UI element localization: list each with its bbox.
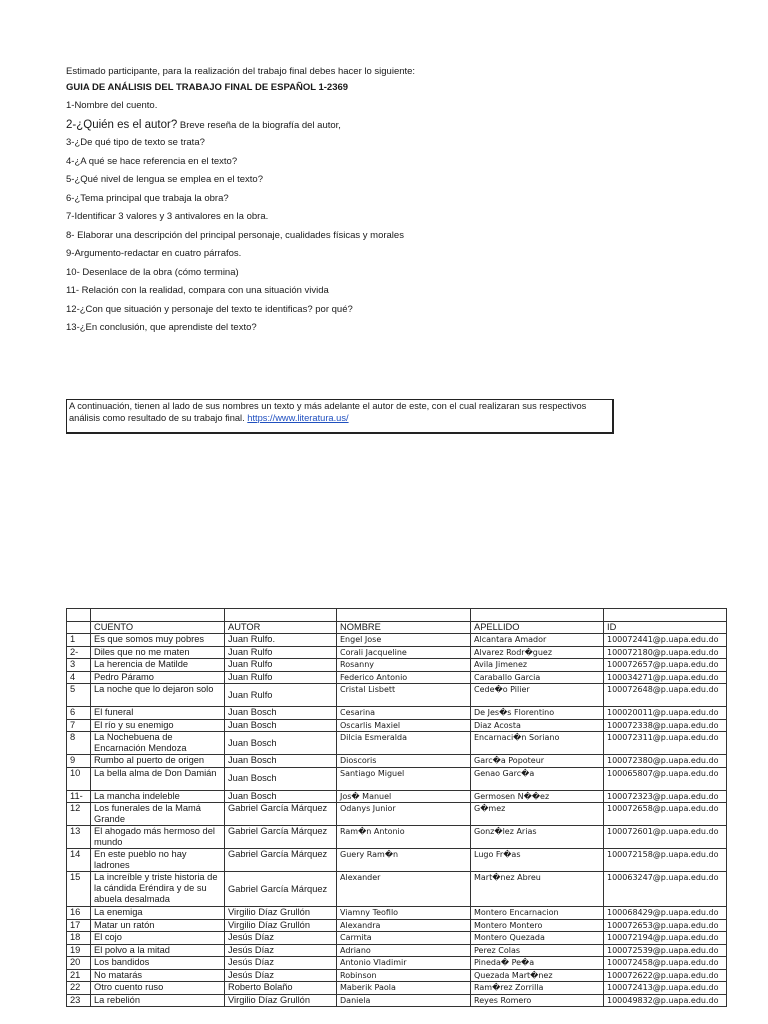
instruction-item: 9-Argumento-redactar en cuatro párrafos. — [66, 248, 242, 259]
id-cell: 100072648@p.uapa.edu.do — [604, 684, 727, 707]
row-number: 2- — [67, 646, 91, 659]
row-number: 10 — [67, 767, 91, 790]
instruction-item: 10- Desenlace de la obra (cómo termina) — [66, 266, 239, 278]
apellido-cell: Montero Quezada — [471, 932, 604, 945]
id-cell: 100072653@p.uapa.edu.do — [604, 919, 727, 932]
autor-cell: Virgilio Díaz Grullón — [225, 907, 337, 920]
apellido-cell: Ram�rez Zorrilla — [471, 982, 604, 995]
row-number: 14 — [67, 849, 91, 872]
nombre-cell: Robinson — [337, 969, 471, 982]
autor-cell: Gabriel García Márquez — [225, 849, 337, 872]
nombre-cell: Dilcia Esmeralda — [337, 732, 471, 755]
row-number: 13 — [67, 826, 91, 849]
apellido-cell: Encarnaci�n Soriano — [471, 732, 604, 755]
apellido-cell: Pineda� Pe�a — [471, 957, 604, 970]
row-number: 21 — [67, 969, 91, 982]
autor-cell: Gabriel García Márquez — [225, 803, 337, 826]
instruction-item: 7-Identificar 3 valores y 3 antivalores en la obra. — [66, 211, 269, 222]
id-cell: 100072158@p.uapa.edu.do — [604, 849, 727, 872]
header-cell: APELLIDO — [471, 622, 604, 634]
apellido-cell: Alcantara Amador — [471, 634, 604, 647]
apellido-cell: Mart�nez Abreu — [471, 872, 604, 907]
table-row — [67, 790, 727, 803]
table-row — [67, 982, 727, 995]
apellido-cell: Montero Encarnacion — [471, 907, 604, 920]
instruction-item: 8- Elaborar una descripción del principal personaje, cualidades físicas y morales — [66, 229, 404, 241]
cuento-cell: La herencia de Matilde — [91, 659, 225, 672]
apellido-cell: Germosen N��ez — [471, 790, 604, 803]
apellido-cell: Perez Colas — [471, 944, 604, 957]
instruction-item: 6-¿Tema principal que trabaja la obra? — [66, 192, 229, 204]
row-number: 11- — [67, 790, 91, 803]
cuento-cell: La mancha indeleble — [91, 790, 225, 803]
apellido-cell: Montero Montero — [471, 919, 604, 932]
cuento-cell: Rumbo al puerto de origen — [91, 755, 225, 768]
id-cell: 100020011@p.uapa.edu.do — [604, 707, 727, 720]
apellido-cell: Genao Garc�a — [471, 767, 604, 790]
autor-cell: Virgilio Díaz Grullón — [225, 994, 337, 1007]
instruction-item-question: 2-¿Quién es el autor? — [66, 118, 178, 131]
nombre-cell: Ram�n Antonio — [337, 826, 471, 849]
nombre-cell: Viamny Teofilo — [337, 907, 471, 920]
autor-cell: Gabriel García Márquez — [225, 826, 337, 849]
table-row — [67, 719, 727, 732]
cuento-cell: En este pueblo no hay ladrones — [91, 849, 225, 872]
cuento-cell: La rebelión — [91, 994, 225, 1007]
table-row — [67, 634, 727, 647]
instruction-list — [66, 97, 726, 338]
instruction-item: 13-¿En conclusión, que aprendiste del texto? — [66, 322, 257, 333]
id-cell: 100072380@p.uapa.edu.do — [604, 755, 727, 768]
apellido-cell: Alvarez Rodr�guez — [471, 646, 604, 659]
row-number: 16 — [67, 907, 91, 920]
cuento-cell: No matarás — [91, 969, 225, 982]
table-row — [67, 767, 727, 790]
instruction-item: 4-¿A qué se hace referencia en el texto? — [66, 155, 238, 167]
autor-cell: Juan Bosch — [225, 707, 337, 720]
instruction-item: 12-¿Con que situación y personaje del texto te identificas? por qué? — [66, 303, 353, 315]
table-row — [67, 872, 727, 907]
cuento-cell: La increíble y triste historia de la cándida Eréndira y de su abuela desalmada — [91, 872, 225, 907]
table-row — [67, 994, 727, 1007]
header-cell: CUENTO — [91, 622, 225, 634]
table-row — [67, 849, 727, 872]
greeting-text: Estimado participante, para la realización del trabajo final debes hacer lo siguiente: — [66, 66, 416, 77]
instruction-item: 1-Nombre del cuento. — [66, 100, 158, 111]
row-number: 7 — [67, 719, 91, 732]
cuento-cell: El río y su enemigo — [91, 719, 225, 732]
nombre-cell: Maberik Paola — [337, 982, 471, 995]
id-cell: 100072413@p.uapa.edu.do — [604, 982, 727, 995]
table-row — [67, 755, 727, 768]
table-spacer-row — [67, 609, 727, 622]
autor-cell: Juan Bosch — [225, 732, 337, 755]
nombre-cell: Alexander — [337, 872, 471, 907]
id-cell: 100072539@p.uapa.edu.do — [604, 944, 727, 957]
header-cell — [67, 622, 91, 634]
autor-cell: Virgilio Díaz Grullón — [225, 919, 337, 932]
table-row — [67, 707, 727, 720]
autor-cell: Jesús Díaz — [225, 957, 337, 970]
apellido-cell: De Jes�s Florentino — [471, 707, 604, 720]
table-row — [67, 826, 727, 849]
row-number: 20 — [67, 957, 91, 970]
row-number: 15 — [67, 872, 91, 907]
table-row — [67, 659, 727, 672]
id-cell: 100072622@p.uapa.edu.do — [604, 969, 727, 982]
autor-cell: Juan Bosch — [225, 767, 337, 790]
autor-cell: Juan Bosch — [225, 790, 337, 803]
instruction-item: 5-¿Qué nivel de lengua se emplea en el texto? — [66, 174, 263, 185]
autor-cell: Juan Bosch — [225, 719, 337, 732]
cuento-cell: La Nochebuena de Encarnación Mendoza — [91, 732, 225, 755]
nombre-cell: Corali Jacqueline — [337, 646, 471, 659]
cuento-cell: Matar un ratón — [91, 919, 225, 932]
cuento-cell: Diles que no me maten — [91, 646, 225, 659]
id-cell: 100065807@p.uapa.edu.do — [604, 767, 727, 790]
apellido-cell: Avila Jimenez — [471, 659, 604, 672]
nombre-cell: Dioscoris — [337, 755, 471, 768]
notice-box — [66, 399, 614, 434]
table-row — [67, 732, 727, 755]
row-number: 9 — [67, 755, 91, 768]
table-row — [67, 932, 727, 945]
nombre-cell: Odanys Junior — [337, 803, 471, 826]
table-row — [67, 646, 727, 659]
autor-cell: Juan Rulfo — [225, 684, 337, 707]
instruction-item: 11- Relación con la realidad, compara con una situación vivida — [66, 285, 329, 296]
cuento-cell: Otro cuento ruso — [91, 982, 225, 995]
id-cell: 100034271@p.uapa.edu.do — [604, 671, 727, 684]
instruction-item: 3-¿De qué tipo de texto se trata? — [66, 137, 205, 148]
row-number: 8 — [67, 732, 91, 755]
apellido-cell: Lugo Fr�as — [471, 849, 604, 872]
table-row — [67, 671, 727, 684]
id-cell: 100072657@p.uapa.edu.do — [604, 659, 727, 672]
row-number: 22 — [67, 982, 91, 995]
apellido-cell: Gonz�lez Arias — [471, 826, 604, 849]
nombre-cell: Carmita — [337, 932, 471, 945]
nombre-cell: Cristal Lisbett — [337, 684, 471, 707]
autor-cell: Jesús Díaz — [225, 969, 337, 982]
autor-cell: Juan Rulfo. — [225, 634, 337, 647]
apellido-cell: Caraballo Garcia — [471, 671, 604, 684]
nombre-cell: Engel Jose — [337, 634, 471, 647]
apellido-cell: Diaz Acosta — [471, 719, 604, 732]
table-row — [67, 957, 727, 970]
id-cell: 100072601@p.uapa.edu.do — [604, 826, 727, 849]
assignment-table — [66, 608, 727, 1007]
cuento-cell: La noche que lo dejaron solo — [91, 684, 225, 707]
id-cell: 100072658@p.uapa.edu.do — [604, 803, 727, 826]
cuento-cell: La enemiga — [91, 907, 225, 920]
apellido-cell: Cede�o Pilier — [471, 684, 604, 707]
row-number: 23 — [67, 994, 91, 1007]
table-row — [67, 944, 727, 957]
table-row — [67, 803, 727, 826]
id-cell: 100072194@p.uapa.edu.do — [604, 932, 727, 945]
header-cell: ID — [604, 622, 727, 634]
id-cell: 100072311@p.uapa.edu.do — [604, 732, 727, 755]
nombre-cell: Santiago Miguel — [337, 767, 471, 790]
row-number: 12 — [67, 803, 91, 826]
nombre-cell: Guery Ram�n — [337, 849, 471, 872]
row-number: 19 — [67, 944, 91, 957]
cuento-cell: Es que somos muy pobres — [91, 634, 225, 647]
row-number: 1 — [67, 634, 91, 647]
autor-cell: Gabriel García Márquez — [225, 872, 337, 907]
cuento-cell: Pedro Páramo — [91, 671, 225, 684]
row-number: 4 — [67, 671, 91, 684]
table-row — [67, 969, 727, 982]
document-title: GUIA DE ANÁLISIS DEL TRABAJO FINAL DE ESPAÑOL 1-2369 — [66, 82, 349, 93]
apellido-cell: Garc�a Popoteur — [471, 755, 604, 768]
nombre-cell: Federico Antonio — [337, 671, 471, 684]
cuento-cell: La bella alma de Don Damián — [91, 767, 225, 790]
cuento-cell: El funeral — [91, 707, 225, 720]
autor-cell: Jesús Díaz — [225, 944, 337, 957]
cuento-cell: Los funerales de la Mamá Grande — [91, 803, 225, 826]
notice-text: A continuación, tienen al lado de sus nombres un texto y más adelante el autor de este, con el cual realizaran sus respectivos análisis como resultado de su trabajo final. — [69, 401, 587, 423]
autor-cell: Juan Rulfo — [225, 659, 337, 672]
id-cell: 100063247@p.uapa.edu.do — [604, 872, 727, 907]
cuento-cell: Los bandidos — [91, 957, 225, 970]
cuento-cell: El polvo a la mitad — [91, 944, 225, 957]
cuento-cell: El ahogado más hermoso del mundo — [91, 826, 225, 849]
table-row — [67, 684, 727, 707]
autor-cell: Juan Bosch — [225, 755, 337, 768]
nombre-cell: Alexandra — [337, 919, 471, 932]
nombre-cell: Daniela — [337, 994, 471, 1007]
instruction-item — [66, 116, 726, 135]
table-row — [67, 907, 727, 920]
nombre-cell: Adriano — [337, 944, 471, 957]
table-row — [67, 919, 727, 932]
id-cell: 100072338@p.uapa.edu.do — [604, 719, 727, 732]
nombre-cell: Antonio Vladimir — [337, 957, 471, 970]
nombre-cell: Jos� Manuel — [337, 790, 471, 803]
autor-cell: Juan Rulfo — [225, 646, 337, 659]
apellido-cell: G�mez — [471, 803, 604, 826]
nombre-cell: Cesarina — [337, 707, 471, 720]
row-number: 3 — [67, 659, 91, 672]
table-header-row — [67, 622, 727, 634]
nombre-cell: Oscarlis Maxiel — [337, 719, 471, 732]
document-intro — [66, 65, 726, 338]
autor-cell: Roberto Bolaño — [225, 982, 337, 995]
id-cell: 100068429@p.uapa.edu.do — [604, 907, 727, 920]
row-number: 17 — [67, 919, 91, 932]
row-number: 5 — [67, 684, 91, 707]
apellido-cell: Quezada Mart�nez — [471, 969, 604, 982]
cuento-cell: El cojo — [91, 932, 225, 945]
header-cell: AUTOR — [225, 622, 337, 634]
instruction-item-rest: Breve reseña de la biografía del autor, — [177, 119, 341, 131]
id-cell: 100072441@p.uapa.edu.do — [604, 634, 727, 647]
literatura-link[interactable]: https://www.literatura.us/ — [247, 412, 349, 423]
autor-cell: Jesús Díaz — [225, 932, 337, 945]
row-number: 18 — [67, 932, 91, 945]
nombre-cell: Rosanny — [337, 659, 471, 672]
id-cell: 100049832@p.uapa.edu.do — [604, 994, 727, 1007]
id-cell: 100072180@p.uapa.edu.do — [604, 646, 727, 659]
row-number: 6 — [67, 707, 91, 720]
apellido-cell: Reyes Romero — [471, 994, 604, 1007]
id-cell: 100072323@p.uapa.edu.do — [604, 790, 727, 803]
header-cell: NOMBRE — [337, 622, 471, 634]
id-cell: 100072458@p.uapa.edu.do — [604, 957, 727, 970]
autor-cell: Juan Rulfo — [225, 671, 337, 684]
